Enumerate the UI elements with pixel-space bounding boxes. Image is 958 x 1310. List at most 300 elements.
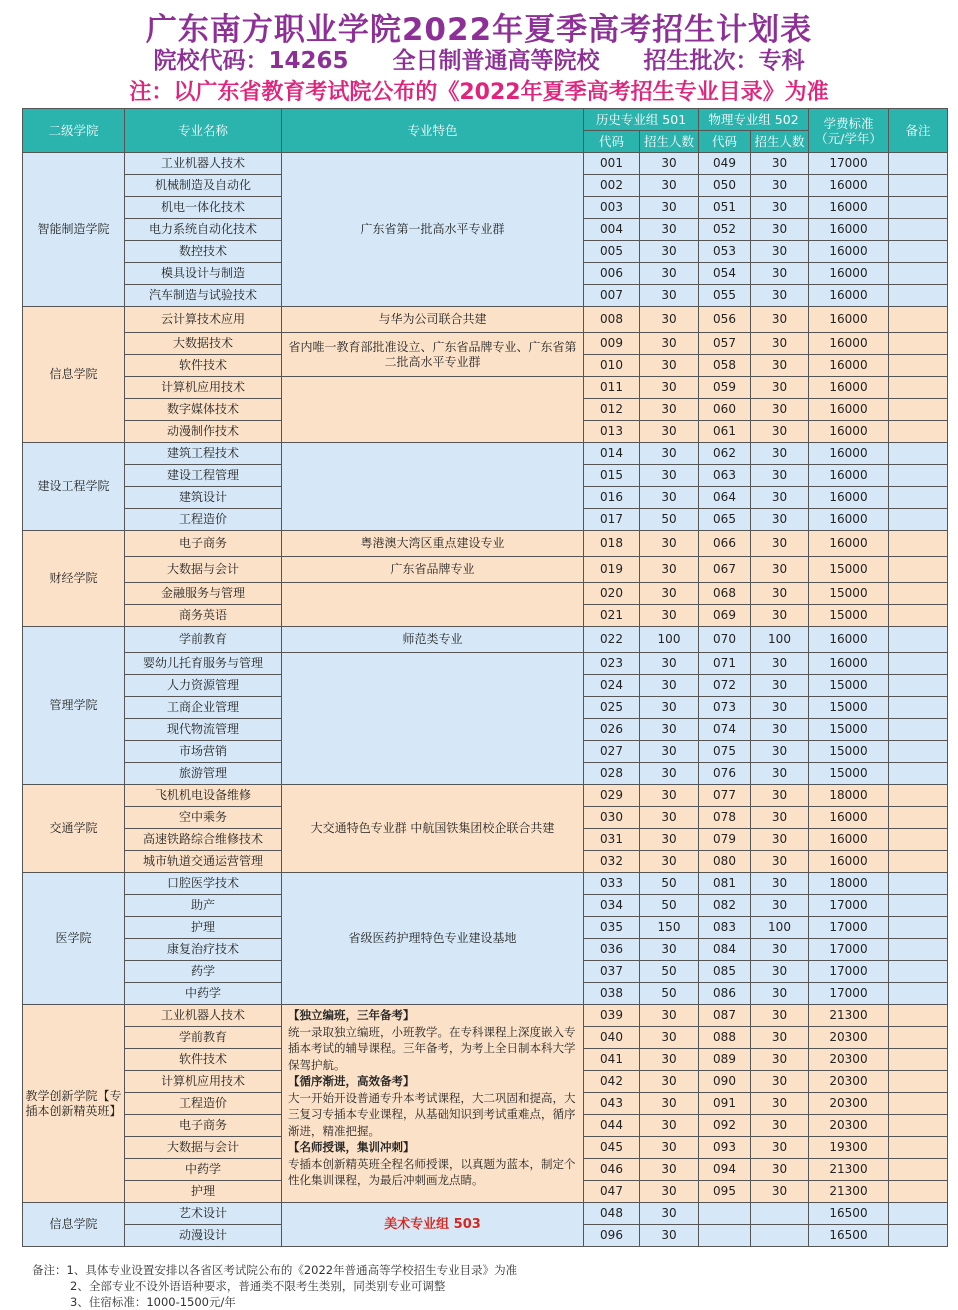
physics-count-cell: 30 bbox=[751, 1115, 809, 1137]
history-count-cell: 30 bbox=[640, 153, 699, 175]
history-count-cell: 30 bbox=[640, 465, 699, 487]
table-row bbox=[23, 153, 948, 175]
feature-cell: 广东省品牌专业 bbox=[282, 557, 584, 583]
tuition-cell: 16000 bbox=[809, 829, 889, 851]
major-cell: 软件技术 bbox=[125, 1049, 282, 1071]
physics-code-cell: 049 bbox=[699, 153, 751, 175]
history-count-cell: 30 bbox=[640, 807, 699, 829]
physics-count-cell: 100 bbox=[751, 627, 809, 653]
physics-count-cell: 30 bbox=[751, 355, 809, 377]
major-cell: 数控技术 bbox=[125, 241, 282, 263]
physics-count-cell: 30 bbox=[751, 175, 809, 197]
school-type: 全日制普通高等院校 bbox=[392, 48, 600, 74]
table-row bbox=[23, 377, 948, 399]
physics-count-cell bbox=[751, 1225, 809, 1247]
remark-cell bbox=[889, 1225, 948, 1247]
physics-count-cell: 30 bbox=[751, 1005, 809, 1027]
table-row bbox=[23, 1203, 948, 1225]
history-code-cell: 026 bbox=[584, 719, 640, 741]
school-code: 院校代码：14265 bbox=[153, 48, 349, 74]
physics-code-cell bbox=[699, 1225, 751, 1247]
physics-count-cell: 30 bbox=[751, 1137, 809, 1159]
college-cell: 信息学院 bbox=[23, 1203, 125, 1247]
major-cell: 电子商务 bbox=[125, 1115, 282, 1137]
remark-cell bbox=[889, 1049, 948, 1071]
history-count-cell: 30 bbox=[640, 851, 699, 873]
feature-cell: 省内唯一教育部批准设立、广东省品牌专业、广东省第二批高水平专业群 bbox=[282, 333, 584, 377]
physics-count-cell: 30 bbox=[751, 895, 809, 917]
major-cell: 高速铁路综合维修技术 bbox=[125, 829, 282, 851]
col-physics-count: 招生人数 bbox=[751, 131, 809, 153]
physics-count-cell: 100 bbox=[751, 917, 809, 939]
physics-code-cell: 086 bbox=[699, 983, 751, 1005]
physics-code-cell: 053 bbox=[699, 241, 751, 263]
feature-cell bbox=[282, 443, 584, 531]
feature-cell: 与华为公司联合共建 bbox=[282, 307, 584, 333]
history-count-cell: 30 bbox=[640, 557, 699, 583]
remark-cell bbox=[889, 851, 948, 873]
remark-cell bbox=[889, 807, 948, 829]
physics-code-cell: 095 bbox=[699, 1181, 751, 1203]
history-code-cell: 096 bbox=[584, 1225, 640, 1247]
tuition-cell: 16000 bbox=[809, 443, 889, 465]
tuition-cell: 16000 bbox=[809, 399, 889, 421]
history-code-cell: 008 bbox=[584, 307, 640, 333]
history-code-cell: 002 bbox=[584, 175, 640, 197]
physics-count-cell: 30 bbox=[751, 1071, 809, 1093]
table-row bbox=[23, 653, 948, 675]
history-count-cell: 30 bbox=[640, 763, 699, 785]
major-cell: 数字媒体技术 bbox=[125, 399, 282, 421]
tuition-cell: 15000 bbox=[809, 675, 889, 697]
major-cell: 口腔医学技术 bbox=[125, 873, 282, 895]
physics-code-cell: 067 bbox=[699, 557, 751, 583]
major-cell: 中药学 bbox=[125, 983, 282, 1005]
history-code-cell: 022 bbox=[584, 627, 640, 653]
physics-code-cell: 055 bbox=[699, 285, 751, 307]
physics-code-cell: 090 bbox=[699, 1071, 751, 1093]
college-cell: 交通学院 bbox=[23, 785, 125, 873]
remark-cell bbox=[889, 697, 948, 719]
history-code-cell: 024 bbox=[584, 675, 640, 697]
remark-cell bbox=[889, 355, 948, 377]
table-row bbox=[23, 873, 948, 895]
college-cell: 医学院 bbox=[23, 873, 125, 1005]
major-cell: 建设工程管理 bbox=[125, 465, 282, 487]
physics-count-cell: 30 bbox=[751, 741, 809, 763]
history-code-cell: 012 bbox=[584, 399, 640, 421]
tuition-cell: 20300 bbox=[809, 1049, 889, 1071]
feature-cell: 美术专业组 503 bbox=[282, 1203, 584, 1247]
remark-cell bbox=[889, 653, 948, 675]
physics-count-cell: 30 bbox=[751, 763, 809, 785]
history-code-cell: 015 bbox=[584, 465, 640, 487]
remark-cell bbox=[889, 153, 948, 175]
footnote-3: 3、住宿标准：1000-1500元/年 bbox=[70, 1295, 236, 1309]
history-code-cell: 034 bbox=[584, 895, 640, 917]
feature-text: 统一录取独立编班，小班教学。在专科课程上深度嵌入专插本考试的辅导课程。三年备考，为考上全日制本科大学保驾护航。 bbox=[288, 1024, 576, 1072]
history-count-cell: 50 bbox=[640, 961, 699, 983]
physics-code-cell: 080 bbox=[699, 851, 751, 873]
physics-code-cell: 063 bbox=[699, 465, 751, 487]
history-code-cell: 018 bbox=[584, 531, 640, 557]
physics-count-cell: 30 bbox=[751, 1093, 809, 1115]
tuition-cell: 17000 bbox=[809, 153, 889, 175]
remark-cell bbox=[889, 197, 948, 219]
history-count-cell: 30 bbox=[640, 785, 699, 807]
history-code-cell: 013 bbox=[584, 421, 640, 443]
physics-code-cell: 070 bbox=[699, 627, 751, 653]
page-title: 广东南方职业学院2022年夏季高考招生计划表 bbox=[145, 12, 813, 48]
admission-batch: 招生批次：专科 bbox=[643, 48, 805, 74]
major-cell: 机械制造及自动化 bbox=[125, 175, 282, 197]
history-code-cell: 033 bbox=[584, 873, 640, 895]
physics-code-cell: 066 bbox=[699, 531, 751, 557]
history-count-cell: 30 bbox=[640, 675, 699, 697]
major-cell: 工商企业管理 bbox=[125, 697, 282, 719]
history-count-cell: 30 bbox=[640, 829, 699, 851]
history-count-cell: 30 bbox=[640, 583, 699, 605]
history-count-cell: 30 bbox=[640, 263, 699, 285]
physics-count-cell: 30 bbox=[751, 1181, 809, 1203]
major-cell: 学前教育 bbox=[125, 627, 282, 653]
col-tuition bbox=[809, 109, 889, 153]
major-cell: 电力系统自动化技术 bbox=[125, 219, 282, 241]
remark-cell bbox=[889, 241, 948, 263]
major-cell: 云计算技术应用 bbox=[125, 307, 282, 333]
major-cell: 电子商务 bbox=[125, 531, 282, 557]
table-row bbox=[23, 307, 948, 333]
remark-cell bbox=[889, 465, 948, 487]
remark-cell bbox=[889, 583, 948, 605]
history-count-cell: 30 bbox=[640, 741, 699, 763]
physics-code-cell: 088 bbox=[699, 1027, 751, 1049]
tuition-cell: 16500 bbox=[809, 1203, 889, 1225]
feature-cell: 粤港澳大湾区重点建设专业 bbox=[282, 531, 584, 557]
history-count-cell: 30 bbox=[640, 377, 699, 399]
history-count-cell: 30 bbox=[640, 1181, 699, 1203]
physics-code-cell bbox=[699, 1203, 751, 1225]
physics-code-cell: 056 bbox=[699, 307, 751, 333]
remark-cell bbox=[889, 263, 948, 285]
tuition-cell: 16000 bbox=[809, 377, 889, 399]
remark-cell bbox=[889, 1093, 948, 1115]
college-cell: 教学创新学院【专插本创新精英班】 bbox=[23, 1005, 125, 1203]
table-row bbox=[23, 333, 948, 355]
remark-cell bbox=[889, 1137, 948, 1159]
college-cell: 管理学院 bbox=[23, 627, 125, 785]
tuition-cell: 16000 bbox=[809, 241, 889, 263]
physics-code-cell: 077 bbox=[699, 785, 751, 807]
history-count-cell: 30 bbox=[640, 1225, 699, 1247]
tuition-cell: 16000 bbox=[809, 531, 889, 557]
major-cell: 工业机器人技术 bbox=[125, 1005, 282, 1027]
history-code-cell: 043 bbox=[584, 1093, 640, 1115]
physics-code-cell: 064 bbox=[699, 487, 751, 509]
tuition-cell: 16000 bbox=[809, 355, 889, 377]
tuition-cell: 21300 bbox=[809, 1181, 889, 1203]
history-code-cell: 025 bbox=[584, 697, 640, 719]
physics-count-cell: 30 bbox=[751, 719, 809, 741]
history-code-cell: 006 bbox=[584, 263, 640, 285]
physics-code-cell: 082 bbox=[699, 895, 751, 917]
history-count-cell: 30 bbox=[640, 241, 699, 263]
col-college: 二级学院 bbox=[23, 109, 125, 153]
feature-cell bbox=[282, 1005, 584, 1203]
feature-cell: 师范类专业 bbox=[282, 627, 584, 653]
major-cell: 护理 bbox=[125, 1181, 282, 1203]
header-row-1 bbox=[23, 109, 948, 131]
major-cell: 护理 bbox=[125, 917, 282, 939]
history-code-cell: 009 bbox=[584, 333, 640, 355]
table-row bbox=[23, 785, 948, 807]
tuition-cell: 16000 bbox=[809, 487, 889, 509]
col-history-group: 历史专业组 501 bbox=[584, 109, 699, 131]
history-count-cell: 30 bbox=[640, 355, 699, 377]
remark-cell bbox=[889, 983, 948, 1005]
remark-cell bbox=[889, 399, 948, 421]
physics-count-cell: 30 bbox=[751, 939, 809, 961]
history-code-cell: 032 bbox=[584, 851, 640, 873]
tuition-cell: 15000 bbox=[809, 741, 889, 763]
remark-cell bbox=[889, 1027, 948, 1049]
physics-count-cell: 30 bbox=[751, 785, 809, 807]
major-cell: 康复治疗技术 bbox=[125, 939, 282, 961]
remark-cell bbox=[889, 377, 948, 399]
physics-code-cell: 091 bbox=[699, 1093, 751, 1115]
tuition-cell: 16000 bbox=[809, 627, 889, 653]
tuition-cell: 15000 bbox=[809, 697, 889, 719]
remark-cell bbox=[889, 557, 948, 583]
history-code-cell: 003 bbox=[584, 197, 640, 219]
history-code-cell: 014 bbox=[584, 443, 640, 465]
history-count-cell: 30 bbox=[640, 1049, 699, 1071]
history-count-cell: 150 bbox=[640, 917, 699, 939]
history-code-cell: 047 bbox=[584, 1181, 640, 1203]
history-count-cell: 30 bbox=[640, 197, 699, 219]
physics-code-cell: 078 bbox=[699, 807, 751, 829]
tuition-cell: 17000 bbox=[809, 961, 889, 983]
history-count-cell: 30 bbox=[640, 939, 699, 961]
table-row bbox=[23, 627, 948, 653]
history-count-cell: 50 bbox=[640, 873, 699, 895]
physics-count-cell: 30 bbox=[751, 983, 809, 1005]
tuition-cell: 16000 bbox=[809, 197, 889, 219]
major-cell: 工程造价 bbox=[125, 509, 282, 531]
physics-count-cell: 30 bbox=[751, 1049, 809, 1071]
major-cell: 金融服务与管理 bbox=[125, 583, 282, 605]
physics-code-cell: 057 bbox=[699, 333, 751, 355]
history-count-cell: 30 bbox=[640, 697, 699, 719]
physics-code-cell: 068 bbox=[699, 583, 751, 605]
tuition-cell: 18000 bbox=[809, 785, 889, 807]
remark-cell bbox=[889, 939, 948, 961]
history-code-cell: 007 bbox=[584, 285, 640, 307]
table-row bbox=[23, 557, 948, 583]
physics-code-cell: 050 bbox=[699, 175, 751, 197]
major-cell: 婴幼儿托育服务与管理 bbox=[125, 653, 282, 675]
footnotes bbox=[32, 1262, 517, 1310]
physics-count-cell: 30 bbox=[751, 263, 809, 285]
tuition-cell: 16000 bbox=[809, 263, 889, 285]
major-cell: 中药学 bbox=[125, 1159, 282, 1181]
tuition-cell: 20300 bbox=[809, 1115, 889, 1137]
tuition-cell: 16000 bbox=[809, 465, 889, 487]
history-code-cell: 016 bbox=[584, 487, 640, 509]
col-remark: 备注 bbox=[889, 109, 948, 153]
physics-count-cell: 30 bbox=[751, 487, 809, 509]
subtitle bbox=[0, 42, 958, 75]
physics-code-cell: 089 bbox=[699, 1049, 751, 1071]
physics-count-cell: 30 bbox=[751, 697, 809, 719]
remark-cell bbox=[889, 1071, 948, 1093]
history-code-cell: 030 bbox=[584, 807, 640, 829]
tuition-cell: 16000 bbox=[809, 421, 889, 443]
remark-cell bbox=[889, 741, 948, 763]
physics-count-cell: 30 bbox=[751, 377, 809, 399]
history-count-cell: 30 bbox=[640, 285, 699, 307]
physics-code-cell: 051 bbox=[699, 197, 751, 219]
physics-code-cell: 094 bbox=[699, 1159, 751, 1181]
tuition-unit: （元/学年） bbox=[815, 130, 882, 146]
physics-code-cell: 075 bbox=[699, 741, 751, 763]
physics-count-cell: 30 bbox=[751, 1027, 809, 1049]
history-count-cell: 30 bbox=[640, 1115, 699, 1137]
major-cell: 商务英语 bbox=[125, 605, 282, 627]
history-count-cell: 30 bbox=[640, 1203, 699, 1225]
major-cell: 软件技术 bbox=[125, 355, 282, 377]
remark-cell bbox=[889, 917, 948, 939]
feature-cell: 广东省第一批高水平专业群 bbox=[282, 153, 584, 307]
tuition-cell: 15000 bbox=[809, 719, 889, 741]
major-cell: 汽车制造与试验技术 bbox=[125, 285, 282, 307]
physics-count-cell: 30 bbox=[751, 509, 809, 531]
history-count-cell: 30 bbox=[640, 399, 699, 421]
physics-count-cell: 30 bbox=[751, 557, 809, 583]
college-cell: 智能制造学院 bbox=[23, 153, 125, 307]
history-code-cell: 039 bbox=[584, 1005, 640, 1027]
physics-count-cell: 30 bbox=[751, 961, 809, 983]
tuition-cell: 17000 bbox=[809, 917, 889, 939]
history-code-cell: 035 bbox=[584, 917, 640, 939]
history-count-cell: 30 bbox=[640, 307, 699, 333]
table-row bbox=[23, 443, 948, 465]
feature-heading: 【名师授课，集训冲刺】 bbox=[288, 1140, 415, 1154]
physics-code-cell: 052 bbox=[699, 219, 751, 241]
physics-code-cell: 084 bbox=[699, 939, 751, 961]
major-cell: 大数据技术 bbox=[125, 333, 282, 355]
physics-count-cell: 30 bbox=[751, 807, 809, 829]
history-code-cell: 045 bbox=[584, 1137, 640, 1159]
remark-cell bbox=[889, 1005, 948, 1027]
tuition-cell: 16000 bbox=[809, 509, 889, 531]
physics-code-cell: 061 bbox=[699, 421, 751, 443]
feature-heading: 【循序渐进，高效备考】 bbox=[288, 1074, 415, 1088]
physics-count-cell: 30 bbox=[751, 675, 809, 697]
remark-cell bbox=[889, 1115, 948, 1137]
physics-count-cell: 30 bbox=[751, 465, 809, 487]
physics-count-cell: 30 bbox=[751, 443, 809, 465]
history-count-cell: 100 bbox=[640, 627, 699, 653]
remark-cell bbox=[889, 605, 948, 627]
remark-cell bbox=[889, 307, 948, 333]
history-code-cell: 038 bbox=[584, 983, 640, 1005]
history-count-cell: 30 bbox=[640, 443, 699, 465]
physics-count-cell: 30 bbox=[751, 307, 809, 333]
history-code-cell: 040 bbox=[584, 1027, 640, 1049]
physics-count-cell: 30 bbox=[751, 241, 809, 263]
col-major: 专业名称 bbox=[125, 109, 282, 153]
tuition-cell: 17000 bbox=[809, 939, 889, 961]
history-code-cell: 001 bbox=[584, 153, 640, 175]
major-cell: 助产 bbox=[125, 895, 282, 917]
history-count-cell: 30 bbox=[640, 175, 699, 197]
major-cell: 学前教育 bbox=[125, 1027, 282, 1049]
col-feature: 专业特色 bbox=[282, 109, 584, 153]
feature-text: 大一开始开设普通专升本考试课程，大二巩固和提高，大三复习专插本专业课程，从基础知识到考试重难点，循序渐进，精准把握。 bbox=[288, 1090, 576, 1138]
physics-code-cell: 073 bbox=[699, 697, 751, 719]
physics-code-cell: 060 bbox=[699, 399, 751, 421]
remark-cell bbox=[889, 175, 948, 197]
history-code-cell: 005 bbox=[584, 241, 640, 263]
physics-code-cell: 069 bbox=[699, 605, 751, 627]
tuition-cell: 19300 bbox=[809, 1137, 889, 1159]
major-cell: 建筑设计 bbox=[125, 487, 282, 509]
feature-cell: 省级医药护理特色专业建设基地 bbox=[282, 873, 584, 1005]
history-count-cell: 30 bbox=[640, 653, 699, 675]
history-count-cell: 30 bbox=[640, 1159, 699, 1181]
remark-cell bbox=[889, 1181, 948, 1203]
history-code-cell: 044 bbox=[584, 1115, 640, 1137]
remark-cell bbox=[889, 531, 948, 557]
remark-cell bbox=[889, 675, 948, 697]
physics-count-cell: 30 bbox=[751, 219, 809, 241]
physics-count-cell: 30 bbox=[751, 851, 809, 873]
tuition-cell: 20300 bbox=[809, 1027, 889, 1049]
physics-code-cell: 072 bbox=[699, 675, 751, 697]
physics-count-cell: 30 bbox=[751, 197, 809, 219]
history-code-cell: 019 bbox=[584, 557, 640, 583]
physics-count-cell: 30 bbox=[751, 653, 809, 675]
history-count-cell: 30 bbox=[640, 1071, 699, 1093]
major-cell: 机电一体化技术 bbox=[125, 197, 282, 219]
physics-count-cell: 30 bbox=[751, 829, 809, 851]
tuition-cell: 16000 bbox=[809, 219, 889, 241]
history-count-cell: 30 bbox=[640, 1137, 699, 1159]
major-cell: 动漫制作技术 bbox=[125, 421, 282, 443]
major-cell: 工业机器人技术 bbox=[125, 153, 282, 175]
feature-cell bbox=[282, 653, 584, 785]
major-cell: 大数据与会计 bbox=[125, 557, 282, 583]
physics-count-cell: 30 bbox=[751, 873, 809, 895]
remark-cell bbox=[889, 509, 948, 531]
history-code-cell: 028 bbox=[584, 763, 640, 785]
history-code-cell: 004 bbox=[584, 219, 640, 241]
college-cell: 财经学院 bbox=[23, 531, 125, 627]
major-cell: 旅游管理 bbox=[125, 763, 282, 785]
history-code-cell: 048 bbox=[584, 1203, 640, 1225]
physics-code-cell: 062 bbox=[699, 443, 751, 465]
major-cell: 空中乘务 bbox=[125, 807, 282, 829]
history-count-cell: 30 bbox=[640, 605, 699, 627]
tuition-cell: 16000 bbox=[809, 175, 889, 197]
major-cell: 计算机应用技术 bbox=[125, 377, 282, 399]
major-cell: 建筑工程技术 bbox=[125, 443, 282, 465]
history-count-cell: 30 bbox=[640, 421, 699, 443]
history-code-cell: 031 bbox=[584, 829, 640, 851]
footnote-2: 2、全部专业不设外语语种要求，普通类不限考生类别，同类别专业可调整 bbox=[70, 1279, 446, 1293]
physics-count-cell: 30 bbox=[751, 1159, 809, 1181]
